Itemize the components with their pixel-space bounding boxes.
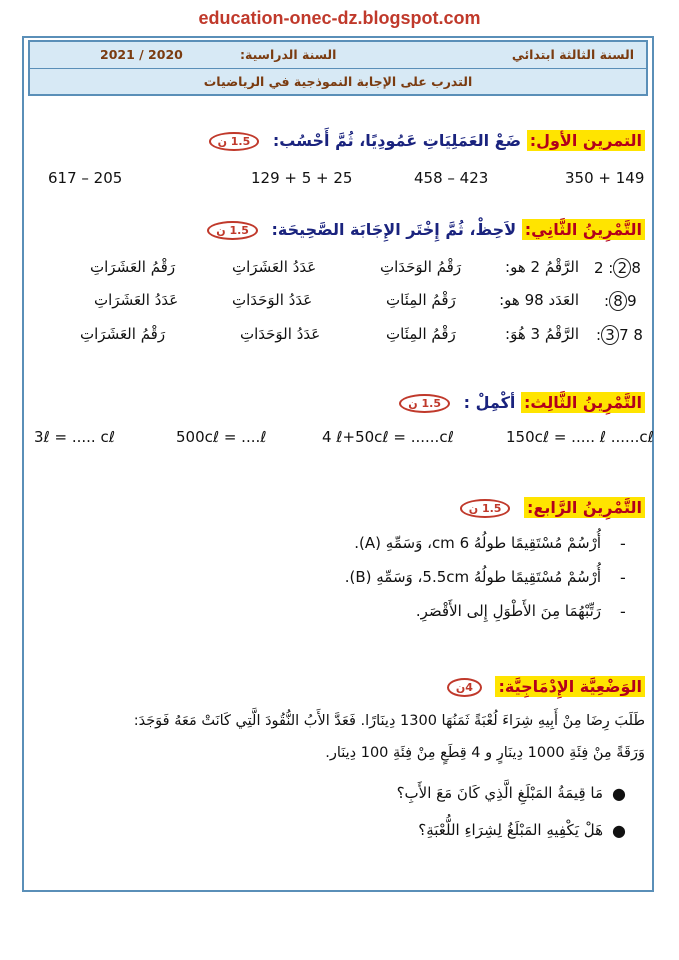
- ex1-op-2: 458 – 423: [414, 169, 489, 187]
- header-subtitle: التدرب على الإجابة النموذجية في الرياضيات: [203, 74, 473, 89]
- ex1-label: التمرين الأول:: [527, 130, 645, 151]
- situation-heading: [447, 677, 645, 697]
- ex2-row2-option-2[interactable]: عَدَدُ الوَحَدَاتِ: [232, 291, 313, 309]
- situation-text-1: طَلَبَ رِضَا مِنْ أَبِيهِ شِرَاءَ لُعْبَةً ثَمَنُهَا 1300 دِينَارًا. فَعَدَّ الأَبُ النُّقُودَ الَّتِي كَانَتْ مَعَهُ فَوَجَدَ:: [133, 713, 645, 729]
- situation-points-badge: 4ن: [447, 678, 482, 697]
- ex4-item-3: رَتِّبْهُمَا مِنَ الأَطْوَلِ إِلى الأَقْصَرِ.: [415, 602, 601, 620]
- ex2-row3-option-2[interactable]: عَدَدُ الوَحَدَاتِ: [240, 325, 321, 343]
- ex2-row2-question: العَدَد 98 هو:: [499, 291, 579, 309]
- situation-text-2: وَرَقَةً مِنْ فِئَةِ 1000 دِينَارٍ و 4 قِطَعٍ مِنْ فِئَةِ 100 دِينَار.: [325, 745, 645, 761]
- ex3-points-badge: 1.5 ن: [399, 394, 450, 413]
- ex3-item-1: 150cℓ = ..... ℓ ......cℓ: [506, 428, 654, 446]
- site-url[interactable]: education-onec-dz.blogspot.com: [198, 8, 481, 28]
- ex3-label: التَّمْرِينُ الثَّالِث:: [521, 392, 645, 413]
- ex2-label: التَّمْرِينُ الثَّانِي:: [522, 219, 645, 240]
- situation-question-1: مَا قِيمَةُ المَبْلَغِ الَّذِي كَانَ مَعَ الأَبِ؟: [396, 784, 603, 802]
- ex2-row3-option-3[interactable]: رَقْمُ العَشَرَاتِ: [80, 325, 166, 343]
- ex3-item-3: 500cℓ = ....ℓ: [176, 428, 267, 446]
- ex2-instruction: لاَحِظْ، ثُمَّ إِخْتَر الإِجَابَة الصَّحِيحَة:: [271, 220, 517, 239]
- ex2-row3-option-1[interactable]: رَقْمُ المِئَاتِ: [386, 325, 456, 343]
- grade-label: السنة الثالثة ابتدائي: [511, 47, 634, 62]
- ex2-heading: [207, 220, 645, 240]
- ex1-op-3: 129 + 5 + 25: [251, 169, 353, 187]
- ex2-row3-question: الرَّقْمُ 3 هُوَ:: [505, 325, 579, 343]
- ex3-item-4: 3ℓ = ..... cℓ: [34, 428, 115, 446]
- ex2-row1-option-3[interactable]: رَقْمُ العَشَرَاتِ: [90, 258, 176, 276]
- dash-bullet: -: [620, 568, 626, 587]
- ex2-row1-question: الرَّقْمُ 2 هو:: [505, 258, 579, 276]
- school-year-label: السنة الدراسية:: [240, 47, 337, 62]
- ex4-label: التَّمْرِينُ الرَّابع:: [524, 497, 645, 518]
- dot-bullet: ●: [612, 821, 626, 840]
- ex3-instruction: أكْمِلْ :: [463, 393, 516, 412]
- dash-bullet: -: [620, 534, 626, 553]
- situation-question-2: هَلْ يَكْفِيهِ المَبْلَغُ لِشِرَاءِ اللُّعْبَةِ؟: [418, 821, 603, 839]
- ex4-heading: [460, 498, 645, 518]
- ex4-points-badge: 1.5 ن: [460, 499, 511, 518]
- ex1-op-4: 617 – 205: [48, 169, 123, 187]
- ex2-row1-circled-digit: 2: [613, 258, 631, 278]
- ex4-item-1: أُرْسُمْ مُسْتَقِيمًا طولُهُ 6 cm، وَسَمِّهِ (A).: [354, 534, 601, 552]
- ex3-item-2: 4 ℓ+50cℓ = ......cℓ: [322, 428, 454, 446]
- situation-label: الوَضْعِيَّة الإِدْمَاجِيَّة:: [495, 676, 645, 697]
- ex2-row2-circled-digit: 8: [609, 291, 627, 311]
- ex2-row2-option-1[interactable]: رَقْمُ المِئَاتِ: [386, 291, 456, 309]
- ex2-row2-number: : 8 9: [604, 292, 637, 310]
- school-year: 2021 / 2020: [100, 47, 183, 62]
- ex3-heading: [399, 393, 645, 413]
- ex2-row1-number: 2 : 2 8: [594, 259, 641, 277]
- dash-bullet: -: [620, 602, 626, 621]
- header-box: [28, 40, 648, 96]
- ex1-points-badge: 1.5 ن: [209, 132, 260, 151]
- ex4-item-2: أُرْسُمْ مُسْتَقِيمًا طولُهُ 5.5cm، وَسَمِّهِ (B).: [344, 568, 601, 586]
- ex2-row1-option-2[interactable]: عَدَدُ العَشَرَاتِ: [232, 258, 317, 276]
- ex2-points-badge: 1.5 ن: [207, 221, 258, 240]
- dot-bullet: ●: [612, 784, 626, 803]
- page-frame: [22, 36, 654, 892]
- ex2-row2-option-3[interactable]: عَدَدُ العَشَرَاتِ: [94, 291, 179, 309]
- ex2-row3-circled-digit: 3: [601, 325, 619, 345]
- ex1-instruction: ضَعْ العَمَلِيَاتِ عَمُودِيًا، ثُمَّ أَحْسُب:: [272, 131, 522, 150]
- ex2-row1-option-1[interactable]: رَقْمُ الوَحَدَاتِ: [380, 258, 462, 276]
- ex1-heading: [209, 131, 645, 151]
- ex1-op-1: 350 + 149: [565, 169, 645, 187]
- ex2-row3-number: : 3 7 8: [596, 326, 643, 344]
